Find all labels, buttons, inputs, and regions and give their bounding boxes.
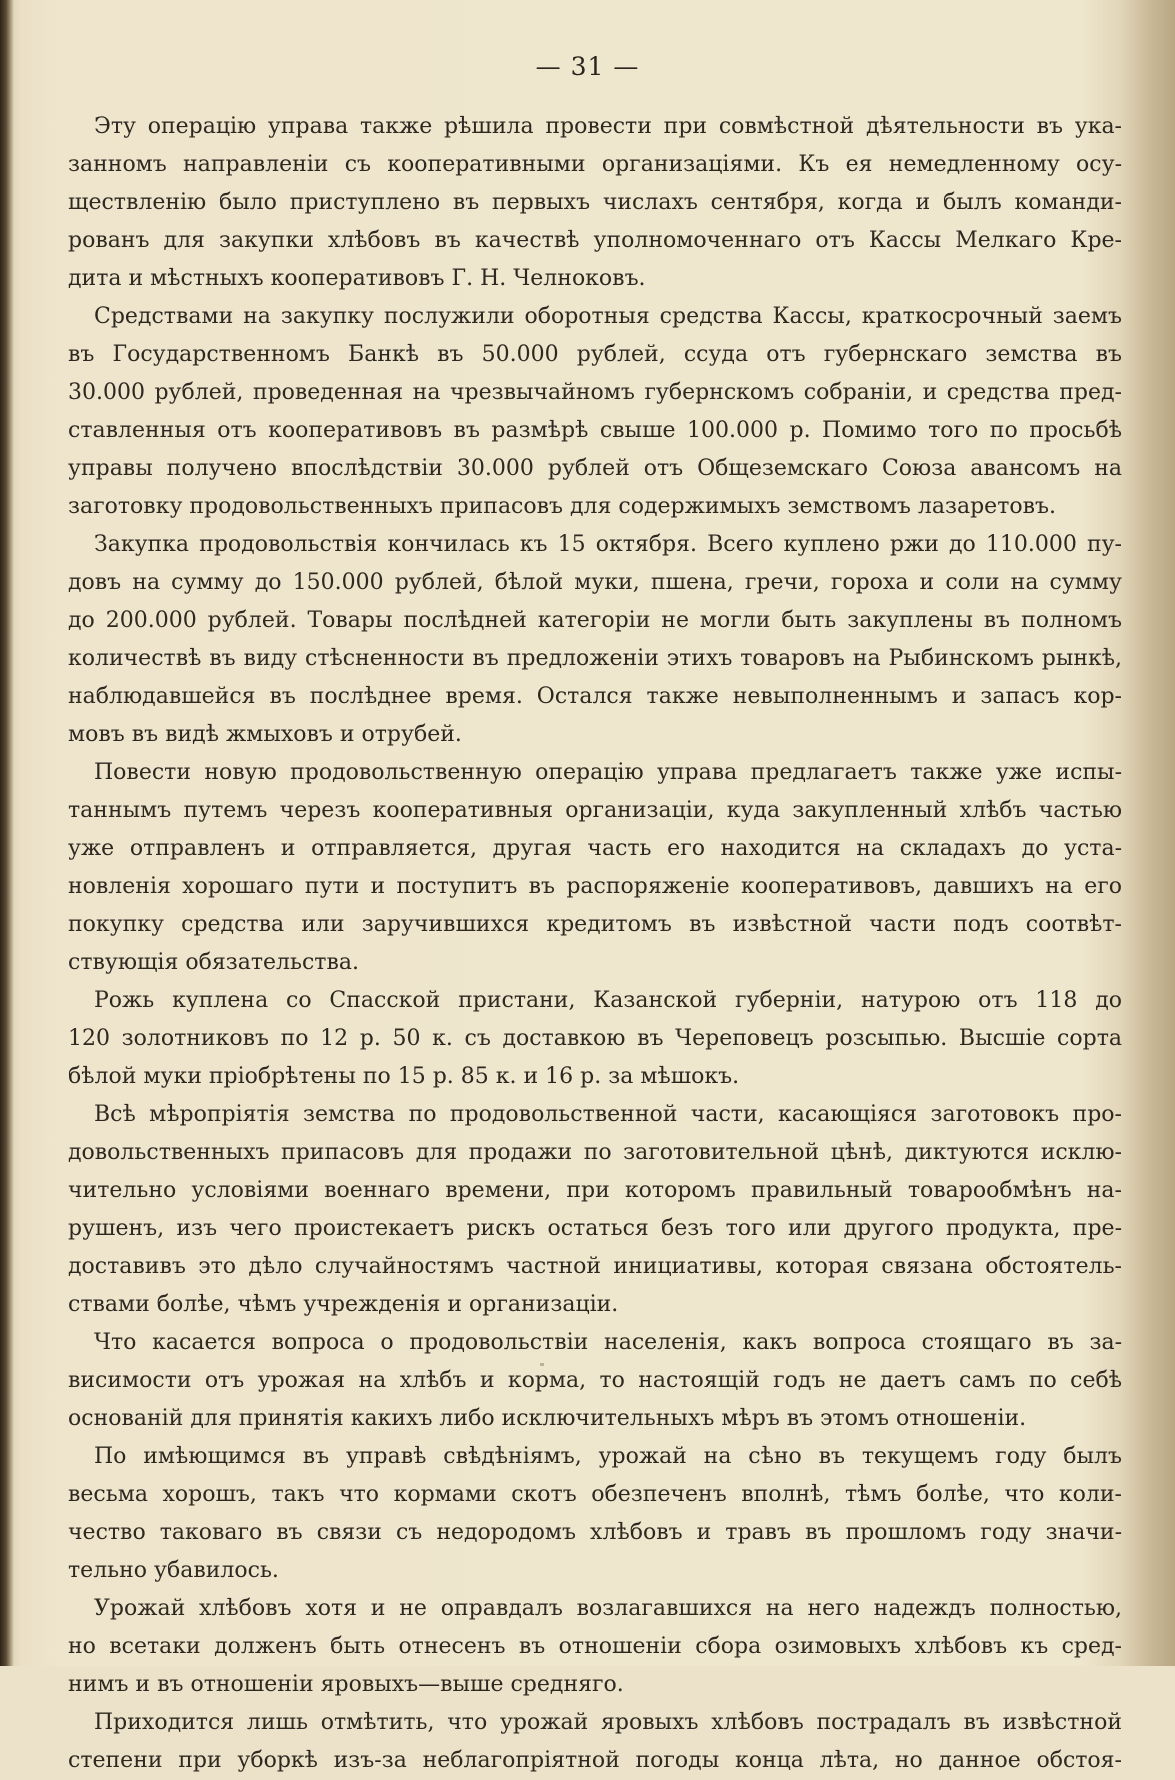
text-line: бѣлой муки пріобрѣтены по 15 р. 85 к. и 16 р. за мѣшокъ. xyxy=(68,1064,740,1089)
text-line: нимъ и въ отношеніи яровыхъ—выше средняго. xyxy=(68,1672,624,1697)
text-line: мовъ въ видѣ жмыховъ и отрубей. xyxy=(68,722,462,747)
text-line: доставивъ это дѣло случайностямъ частной инициативы, которая связана обстоятель- xyxy=(68,1254,1122,1279)
text-line: количествѣ въ виду стѣсненности въ предложеніи этихъ товаровъ на Рыбинскомъ рынкѣ, xyxy=(68,646,1122,671)
text-line: наблюдавшейся въ послѣднее время. Остался также невыполненнымъ и запасъ кор- xyxy=(68,684,1122,709)
text-line: занномъ направленіи съ кооперативными организаціями. Къ ея немедленному осу- xyxy=(68,152,1122,177)
text-line: 30.000 рублей, проведенная на чрезвычайномъ губернскомъ собраніи, и средства пред- xyxy=(68,380,1122,405)
text-line: Что касается вопроса о продовольствіи населенія, какъ вопроса стоящаго въ за- xyxy=(94,1330,1122,1355)
text-line: Рожь куплена со Спасской пристани, Казанской губерніи, натурою отъ 118 до xyxy=(94,988,1122,1013)
text-line: тельно убавилось. xyxy=(68,1558,279,1583)
text-line: до 200.000 рублей. Товары послѣдней категоріи не могли быть закуплены въ полномъ xyxy=(68,608,1122,633)
paper-speck xyxy=(540,1363,544,1366)
text-line: Приходится лишь отмѣтить, что урожай яровыхъ хлѣбовъ пострадалъ въ извѣстной xyxy=(94,1710,1122,1735)
text-line: таннымъ путемъ черезъ кооперативныя организаціи, куда закупленный хлѣбъ частью xyxy=(68,798,1122,823)
text-line: въ Государственномъ Банкѣ въ 50.000 рублей, ссуда отъ губернскаго земства въ xyxy=(68,342,1122,367)
text-line: Эту операцію управа также рѣшила провести при совмѣстной дѣятельности въ ука- xyxy=(94,114,1122,139)
text-line: чество таковаго въ связи съ недородомъ хлѣбовъ и травъ въ прошломъ году значи- xyxy=(68,1520,1122,1545)
text-line: новленія хорошаго пути и поступитъ въ распоряженіе кооперативовъ, давшихъ на его xyxy=(68,874,1122,899)
text-line: 120 золотниковъ по 12 р. 50 к. съ доставкою въ Череповецъ розсыпью. Высшіе сорта xyxy=(68,1026,1122,1051)
text-line: рушенъ, изъ чего проистекаетъ рискъ остаться безъ того или другого продукта, пре- xyxy=(68,1216,1122,1241)
text-line: довольственныхъ припасовъ для продажи по заготовительной цѣнѣ, диктуются исклю- xyxy=(68,1140,1122,1165)
text-line: ставленныя отъ кооперативовъ въ размѣрѣ свыше 100.000 р. Помимо того по просьбѣ xyxy=(68,418,1122,443)
text-line: весьма хорошъ, такъ что кормами скотъ обезпеченъ вполнѣ, тѣмъ болѣе, что коли- xyxy=(68,1482,1122,1507)
text-line: ствующія обязательства. xyxy=(68,950,359,975)
text-line: Средствами на закупку послужили оборотныя средства Кассы, краткосрочный заемъ xyxy=(94,304,1122,329)
text-line: довъ на сумму до 150.000 рублей, бѣлой муки, пшена, гречи, гороха и соли на сумму xyxy=(68,570,1122,595)
text-line: ществленію было приступлено въ первыхъ числахъ сентября, когда и былъ команди- xyxy=(68,190,1122,215)
page-number: — 31 — xyxy=(535,52,640,81)
text-line: управы получено впослѣдствіи 30.000 рублей отъ Общеземскаго Союза авансомъ на xyxy=(68,456,1122,481)
text-line: По имѣющимся въ управѣ свѣдѣніямъ, урожай на сѣно въ текущемъ году былъ xyxy=(94,1444,1122,1469)
text-line: Закупка продовольствія кончилась къ 15 октября. Всего куплено ржи до 110.000 пу- xyxy=(94,532,1122,557)
text-line: Урожай хлѣбовъ хотя и не оправдалъ возлагавшихся на него надеждъ полностью, xyxy=(94,1596,1122,1621)
text-line: рованъ для закупки хлѣбовъ въ качествѣ уполномоченнаго отъ Кассы Мелкаго Кре- xyxy=(68,228,1122,253)
text-line: ствами болѣе, чѣмъ учрежденія и организаціи. xyxy=(68,1292,619,1317)
text-line: заготовку продовольственныхъ припасовъ для содержимыхъ земствомъ лазаретовъ. xyxy=(68,494,1056,519)
page-binding-edge xyxy=(0,0,14,1666)
text-line: Всѣ мѣропріятія земства по продовольственной части, касающіяся заготовокъ про- xyxy=(94,1102,1122,1127)
text-line: покупку средства или заручившихся кредитомъ въ извѣстной части подъ соотвѣт- xyxy=(68,912,1122,937)
text-line: чительно условіями военнаго времени, при которомъ правильный товарообмѣнъ на- xyxy=(68,1178,1122,1203)
text-line: уже отправленъ и отправляется, другая часть его находится на складахъ до уста- xyxy=(68,836,1122,861)
text-line: висимости отъ урожая на хлѣбъ и корма, то настоящій годъ не даетъ самъ по себѣ xyxy=(68,1368,1122,1393)
text-line: дита и мѣстныхъ кооперативовъ Г. Н. Челноковъ. xyxy=(68,266,646,291)
text-line: степени при уборкѣ изъ-за неблагопріятной погоды конца лѣта, но данное обстоя- xyxy=(68,1748,1122,1773)
text-line: Повести новую продовольственную операцію управа предлагаетъ также уже испы- xyxy=(94,760,1122,785)
page-body-text xyxy=(68,108,1122,1780)
text-line: основаній для принятія какихъ либо исключительныхъ мѣръ въ этомъ отношеніи. xyxy=(68,1406,1027,1431)
text-line: но всетаки долженъ быть отнесенъ въ отношеніи сбора озимовыхъ хлѣбовъ къ сред- xyxy=(68,1634,1122,1659)
